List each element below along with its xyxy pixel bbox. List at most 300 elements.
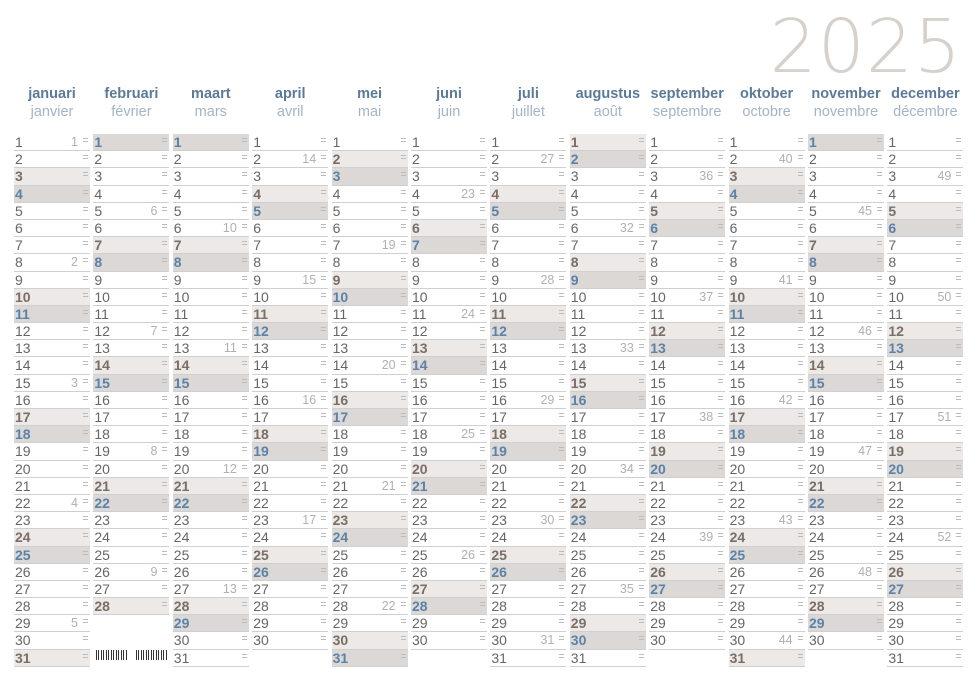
day-row (887, 529, 963, 546)
moon-tick (162, 399, 167, 400)
moon-tick (321, 382, 326, 383)
moon-tick (480, 141, 485, 142)
day-number: 19 (253, 443, 269, 460)
moon-tick (877, 485, 882, 486)
moon-tick (480, 502, 485, 503)
day-row (93, 598, 169, 615)
moon-tick (559, 141, 564, 142)
day-number: 3 (173, 168, 182, 185)
day-number: 26 (729, 563, 746, 580)
day-row (173, 461, 249, 478)
moon-tick (956, 138, 961, 139)
day-row (490, 512, 566, 529)
day-row (14, 306, 90, 323)
moon-tick (718, 155, 723, 156)
day-row (93, 168, 169, 185)
moon-tick (877, 224, 882, 225)
moon-tick (559, 585, 564, 586)
day-row (252, 203, 328, 220)
day-row (808, 443, 884, 460)
moon-tick (242, 416, 247, 417)
day-row (93, 581, 169, 598)
moon-tick (559, 258, 564, 259)
day-row (490, 151, 566, 168)
day-number: 27 (15, 580, 31, 597)
moon-tick (639, 502, 644, 503)
day-number: 31 (888, 649, 904, 666)
moon-tick (877, 364, 882, 365)
moon-tick (162, 327, 167, 328)
month-header (490, 86, 566, 121)
moon-tick (162, 533, 167, 534)
day-number: 15 (809, 374, 825, 391)
moon-tick (877, 468, 882, 469)
moon-tick (718, 207, 723, 208)
moon-tick (242, 657, 247, 658)
day-number: 2 (570, 151, 579, 168)
day-row (252, 632, 328, 649)
moon-tick (798, 551, 803, 552)
moon-tick (798, 413, 803, 414)
day-number: 1 (332, 134, 341, 150)
week-number: 6 (150, 203, 158, 218)
day-number: 22 (173, 494, 190, 511)
day-row (252, 254, 328, 271)
day-row (14, 443, 90, 460)
day-row (649, 323, 725, 340)
day-row (490, 203, 566, 220)
month-name-nl: maart (191, 86, 231, 102)
day-row (14, 357, 90, 374)
week-number: 19 (381, 238, 396, 253)
moon-tick (956, 210, 961, 211)
day-row (808, 272, 884, 289)
moon-tick (639, 416, 644, 417)
day-row (14, 529, 90, 546)
moon-tick (559, 279, 564, 280)
moon-tick (162, 447, 167, 448)
month-column-mei (332, 86, 408, 678)
day-number: 17 (729, 409, 746, 425)
day-number: 1 (94, 134, 103, 150)
moon-tick (718, 244, 723, 245)
day-row (252, 547, 328, 564)
day-row (887, 306, 963, 323)
day-number: 24 (15, 529, 31, 546)
moon-tick (401, 485, 406, 486)
moon-tick (162, 207, 167, 208)
day-row (570, 186, 646, 203)
day-row (490, 306, 566, 323)
day-row (808, 203, 884, 220)
moon-tick (162, 430, 167, 431)
moon-tick (401, 430, 406, 431)
day-number: 22 (15, 494, 31, 511)
moon-tick (83, 396, 88, 397)
moon-tick (559, 327, 564, 328)
day-row (411, 547, 487, 564)
day-number: 13 (173, 340, 190, 357)
moon-tick (242, 138, 247, 139)
moon-tick (559, 396, 564, 397)
moon-tick (162, 141, 167, 142)
day-row (570, 168, 646, 185)
day-row (332, 134, 408, 151)
day-row (808, 615, 884, 632)
day-row (887, 272, 963, 289)
day-number: 5 (412, 202, 420, 219)
day-row (808, 151, 884, 168)
day-number: 3 (888, 168, 897, 185)
moon-tick (401, 568, 406, 569)
day-number: 8 (15, 254, 23, 271)
day-row (887, 461, 963, 478)
day-number: 6 (94, 219, 103, 236)
day-row (252, 478, 328, 495)
moon-tick (401, 347, 406, 348)
moon-tick (242, 158, 247, 159)
day-number: 22 (650, 494, 666, 511)
moon-tick (321, 141, 326, 142)
day-row (173, 615, 249, 632)
day-row (332, 650, 408, 667)
day-row (490, 323, 566, 340)
week-number: 8 (150, 444, 158, 459)
moon-tick (798, 571, 803, 572)
day-row (93, 272, 169, 289)
moon-tick (798, 657, 803, 658)
moon-tick (242, 207, 247, 208)
moon-tick (401, 636, 406, 637)
moon-tick (162, 605, 167, 606)
day-row (411, 581, 487, 598)
moon-tick (877, 482, 882, 483)
moon-tick (559, 158, 564, 159)
week-number: 31 (540, 633, 555, 648)
moon-tick (401, 258, 406, 259)
day-row (173, 581, 249, 598)
moon-tick (956, 258, 961, 259)
moon-tick (242, 193, 247, 194)
day-row (570, 529, 646, 546)
day-row (411, 512, 487, 529)
moon-tick (956, 155, 961, 156)
day-row (570, 357, 646, 374)
moon-tick (83, 588, 88, 589)
moon-tick (956, 190, 961, 191)
day-number: 6 (15, 219, 23, 236)
moon-tick (956, 551, 961, 552)
day-row (729, 134, 805, 151)
moon-tick (639, 279, 644, 280)
moon-tick (559, 399, 564, 400)
day-row (14, 598, 90, 615)
moon-tick (718, 413, 723, 414)
day-number: 13 (888, 340, 904, 357)
day-number: 22 (570, 494, 587, 511)
moon-tick (877, 313, 882, 314)
day-number: 31 (332, 649, 349, 666)
moon-tick (242, 585, 247, 586)
day-row (173, 632, 249, 649)
month-header (649, 86, 725, 121)
week-number: 15 (302, 272, 317, 287)
day-number: 10 (253, 288, 269, 305)
day-row (252, 323, 328, 340)
day-number: 3 (412, 168, 420, 185)
week-number: 37 (699, 289, 714, 304)
day-number: 7 (729, 237, 738, 254)
moon-tick (639, 636, 644, 637)
moon-tick (480, 347, 485, 348)
day-number: 17 (332, 409, 349, 425)
moon-tick (162, 396, 167, 397)
moon-tick (877, 330, 882, 331)
day-number: 15 (888, 374, 904, 391)
day-row (173, 134, 249, 151)
day-row (332, 151, 408, 168)
week-number: 26 (461, 547, 475, 562)
moon-tick (162, 364, 167, 365)
moon-tick (401, 502, 406, 503)
moon-tick (718, 175, 723, 176)
moon-tick (798, 330, 803, 331)
moon-tick (798, 585, 803, 586)
day-number: 21 (729, 477, 746, 494)
day-row (411, 340, 487, 357)
moon-tick (162, 347, 167, 348)
day-number: 28 (729, 598, 746, 615)
moon-tick (480, 172, 485, 173)
day-row (93, 443, 169, 460)
moon-tick (956, 175, 961, 176)
moon-tick (401, 327, 406, 328)
moon-tick (321, 155, 326, 156)
moon-tick (559, 551, 564, 552)
day-number: 21 (650, 477, 666, 494)
moon-tick (162, 571, 167, 572)
moon-tick (242, 605, 247, 606)
day-number: 30 (253, 632, 269, 649)
day-number: 12 (729, 323, 746, 340)
day-number: 21 (15, 477, 31, 494)
moon-tick (798, 602, 803, 603)
moon-tick (480, 344, 485, 345)
day-row (14, 237, 90, 254)
moon-tick (480, 551, 485, 552)
moon-tick (798, 327, 803, 328)
day-row (14, 495, 90, 512)
month-name-fr: mars (194, 104, 227, 120)
moon-tick (162, 227, 167, 228)
day-number: 21 (570, 477, 587, 494)
month-header (729, 86, 805, 121)
moon-tick (956, 622, 961, 623)
moon-tick (242, 485, 247, 486)
day-number: 25 (888, 546, 904, 563)
moon-tick (718, 416, 723, 417)
day-number: 13 (809, 340, 825, 357)
moon-tick (559, 571, 564, 572)
moon-tick (718, 344, 723, 345)
day-row (808, 632, 884, 649)
moon-tick (877, 172, 882, 173)
day-row (887, 650, 963, 667)
day-number: 21 (94, 477, 110, 494)
moon-tick (162, 588, 167, 589)
day-number: 15 (729, 374, 746, 391)
day-row (332, 512, 408, 529)
moon-tick (718, 327, 723, 328)
moon-tick (956, 571, 961, 572)
moon-tick (242, 468, 247, 469)
day-number: 20 (412, 460, 428, 477)
moon-tick (401, 499, 406, 500)
day-row (887, 340, 963, 357)
moon-tick (321, 568, 326, 569)
day-number: 22 (809, 494, 825, 511)
day-row (173, 426, 249, 443)
day-number: 30 (173, 632, 190, 649)
day-row (173, 237, 249, 254)
moon-tick (956, 344, 961, 345)
day-row (887, 375, 963, 392)
moon-tick (559, 207, 564, 208)
day-number: 19 (94, 443, 110, 460)
day-number: 16 (809, 391, 825, 408)
moon-tick (162, 413, 167, 414)
moon-tick (798, 619, 803, 620)
moon-tick (242, 519, 247, 520)
day-list (93, 134, 169, 615)
day-row (887, 392, 963, 409)
day-number: 20 (729, 460, 746, 477)
day-number: 10 (94, 288, 110, 305)
day-row (808, 168, 884, 185)
moon-tick (83, 382, 88, 383)
month-column-september (649, 86, 725, 678)
moon-tick (321, 554, 326, 555)
day-number: 10 (650, 288, 666, 305)
day-number: 2 (253, 151, 261, 168)
day-row (570, 254, 646, 271)
day-row (332, 426, 408, 443)
moon-tick (798, 279, 803, 280)
day-row (490, 443, 566, 460)
day-row (570, 151, 646, 168)
day-row (252, 615, 328, 632)
moon-tick (877, 447, 882, 448)
day-number: 17 (650, 409, 666, 425)
moon-tick (242, 175, 247, 176)
moon-tick (639, 465, 644, 466)
moon-tick (956, 536, 961, 537)
day-number: 27 (412, 580, 428, 597)
day-number: 3 (332, 168, 341, 185)
day-row (93, 547, 169, 564)
day-row (14, 512, 90, 529)
moon-tick (718, 330, 723, 331)
day-row (14, 581, 90, 598)
day-number: 6 (650, 219, 658, 236)
moon-tick (877, 344, 882, 345)
moon-tick (162, 433, 167, 434)
day-row (649, 615, 725, 632)
week-number: 2 (71, 255, 78, 270)
day-row (411, 461, 487, 478)
day-row (729, 340, 805, 357)
day-row (808, 547, 884, 564)
moon-tick (718, 571, 723, 572)
day-row (173, 564, 249, 581)
day-number: 27 (253, 580, 269, 597)
day-row (570, 220, 646, 237)
moon-tick (639, 244, 644, 245)
moon-tick (321, 636, 326, 637)
moon-tick (956, 416, 961, 417)
day-number: 3 (94, 168, 103, 185)
day-row (490, 564, 566, 581)
moon-tick (480, 533, 485, 534)
month-name-fr: août (593, 104, 622, 120)
day-number: 24 (491, 529, 507, 546)
day-row (411, 220, 487, 237)
moon-tick (798, 447, 803, 448)
moon-tick (480, 310, 485, 311)
moon-tick (321, 379, 326, 380)
moon-tick (718, 347, 723, 348)
day-number: 8 (491, 254, 500, 271)
moon-tick (639, 210, 644, 211)
day-number: 4 (888, 185, 897, 202)
moon-tick (162, 465, 167, 466)
moon-tick (559, 533, 564, 534)
moon-tick (877, 450, 882, 451)
moon-tick (83, 293, 88, 294)
week-number: 50 (937, 289, 952, 304)
month-header (14, 86, 90, 121)
day-row (570, 512, 646, 529)
month-name-nl: augustus (575, 86, 641, 102)
day-row (570, 650, 646, 667)
day-row (729, 615, 805, 632)
day-row (252, 134, 328, 151)
moon-tick (559, 344, 564, 345)
day-row (252, 512, 328, 529)
month-name-nl: april (274, 86, 306, 102)
moon-tick (242, 654, 247, 655)
moon-tick (559, 433, 564, 434)
moon-tick (639, 158, 644, 159)
day-row (332, 323, 408, 340)
day-row (490, 254, 566, 271)
moon-tick (877, 605, 882, 606)
day-number: 6 (888, 219, 897, 236)
moon-tick (83, 430, 88, 431)
day-row (93, 134, 169, 151)
day-row (252, 426, 328, 443)
day-number: 10 (888, 288, 904, 305)
moon-tick (480, 399, 485, 400)
day-number: 14 (253, 357, 269, 374)
moon-tick (718, 279, 723, 280)
day-number: 19 (412, 443, 428, 460)
moon-tick (321, 158, 326, 159)
day-row (729, 547, 805, 564)
day-number: 10 (332, 288, 349, 305)
moon-tick (798, 536, 803, 537)
moon-tick (877, 379, 882, 380)
